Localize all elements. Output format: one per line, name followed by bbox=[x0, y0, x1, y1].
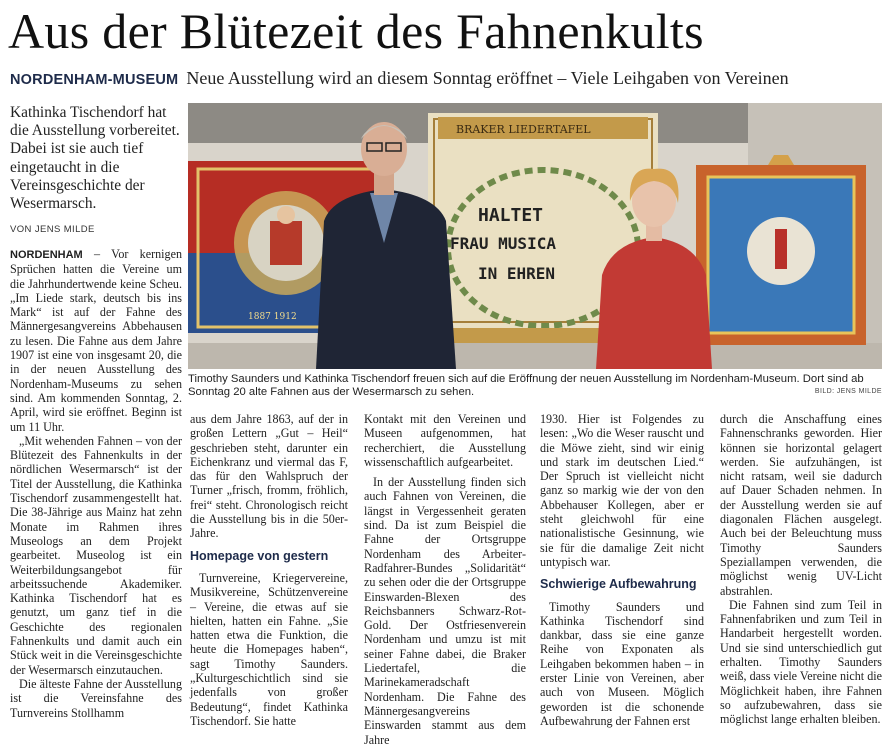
paragraph: aus dem Jahre 1863, auf der in großen Lettern „Gut – Heil“ geschrieben steht, darunter ein Eichenkranz und viermal das F, das für den Wahlspruch der Turner „frisch, fromm, fröhlich, frei“ steht. Chronologisch reicht die Ausstellung bis in die 50er-Jahre. bbox=[190, 412, 348, 541]
paragraph: „Mit wehenden Fahnen – von der Blütezeit des Fahnenkults in der nördlichen Wesermarsch“ ist der Titel der Ausstellung, die Kathinka Tischendorf zusammengestellt hat. Die 38-Jährige aus Mainz hat zehn Monate im Rahmen ihres Museologs an dem Projekt gearbeitet. Museolog ist ein Weiterbildungsangebot für arbeitssuchende Akademiker. Kathinka Tischendorf hat es genutzt, um ganz tief in die Geschichte des regionalen Fahnenkults und damit auch ein Stück weit in die Vereinsgeschichte der Wesermarsch einzutauchen. bbox=[10, 433, 182, 677]
article-column-5 bbox=[720, 412, 882, 727]
subheading-aufbewahrung: Schwierige Aufbewahrung bbox=[540, 577, 697, 592]
paragraph: Timothy Saunders und Kathinka Tischendorf sind dankbar, dass sie eine ganze Reihe von Exponaten als Leihgaben bekommen haben – in erster Linie von Vereinen, aber auch von Museen. Möglich geworden ist die schonende Aufbewahrung der Fahnen erst bbox=[540, 599, 704, 728]
lead-paragraph: Kathinka Tischendorf hat die Ausstellung vorbereitet. Dabei ist sie auch tief eingetaucht in die Vereinsgeschichte der Wesermarsch. bbox=[10, 104, 180, 213]
photo-illustration bbox=[188, 103, 882, 369]
paragraph: Kontakt mit den Vereinen und Museen aufgenommen, hat recherchiert, die Ausstellung wissenschaftlich aufgearbeitet. bbox=[364, 412, 526, 469]
article-column-4 bbox=[540, 412, 704, 728]
paragraph: Turnvereine, Kriegervereine, Musikvereine, Schützenvereine – Vereine, die etwas auf sie hielten, hatten ein Fahne. „Sie hatten etwa die Funktion, die heute die Homepages haben“, sagt Timothy Saunders. „Kulturgeschichtlich sind sie jedenfalls von großer Bedeutung“, findet Kathinka Tischendorf. Sie hatte bbox=[190, 570, 348, 728]
paragraph: In der Ausstellung finden sich auch Fahnen von Vereinen, die längst in Vergessenheit geraten sind. Da ist zum Beispiel die Fahne der Ortsgruppe Nordenham des Arbeiter-Radfahrer-Bundes „Solidarität“ zu sehen oder die der Ortsgruppe Einswarden-Blexen des Reichsbanners Schwarz-Rot-Gold. Der Ostfriesenverein Nordenham und umzu ist mit seiner Fahne dabei, die Braker Liedertafel, die Marinekameradschaft Nordenham. Die Fahne des Männergesangvereins Einswarden stammt aus dem Jahre bbox=[364, 475, 526, 747]
article-column-3 bbox=[364, 412, 526, 747]
subheading-homepage: Homepage von gestern bbox=[190, 548, 329, 563]
kicker-row bbox=[10, 68, 884, 90]
article-column-1 bbox=[10, 247, 182, 720]
headline: Aus der Blütezeit des Fahnenkults bbox=[8, 3, 704, 59]
banner-left-year: 1887 1912 bbox=[248, 312, 297, 322]
paragraph: Die Fahnen sind zum Teil in Fahnenfabriken und zum Teil in Handarbeit hergestellt worden. Und sie sind unterschiedlich gut erhalten. Timothy Saunders weiß, dass viele Vereine nicht die Möglichkeit haben, ihre Fahnen so aufzubewahren, dass sie möglichst lange erhalten bleiben. bbox=[720, 597, 882, 727]
subheadline: Neue Ausstellung wird an diesem Sonntag eröffnet – Viele Leihgaben von Vereinen bbox=[186, 68, 789, 88]
article-photo bbox=[188, 103, 882, 369]
banner-right bbox=[696, 155, 866, 345]
dateline: NORDENHAM bbox=[10, 249, 83, 261]
article-column-2 bbox=[190, 412, 348, 728]
paragraph: durch die Anschaffung eines Fahnenschranks geworden. Hier können sie horizontal gelagert werden. Sie aufzuhängen, ist nicht ratsam, weil sie dadurch auf Dauer Schaden nehmen. In der Ausstellung werden sie auf diagonalen Flächen ausgelegt. Auch bei der Beleuchtung muss Timothy Saunders Speziallampen verwenden, die möglichst wenig UV-Licht abstrahlen. bbox=[720, 412, 882, 598]
paragraph: 1930. Hier ist Folgendes zu lesen: „Wo die Weser rauscht und die Möwe zieht, sind wir einig und stark im deutschen Lied.“ Der Spruch ist vielleicht nicht ganz so markig wie der von den Abbehauser Kollegen, aber er steht gleichwohl für eine nationalistische Gesinnung, wie sie für die damalige Zeit nicht untypisch war. bbox=[540, 412, 704, 569]
photo-credit: BILD: JENS MILDE bbox=[814, 388, 882, 395]
byline: VON JENS MILDE bbox=[10, 224, 95, 235]
banner-center-top: BRAKER LIEDERTAFEL bbox=[456, 123, 591, 136]
paragraph: Die älteste Fahne der Ausstellung ist die Vereinsfahne des Turnvereins Stollhamm bbox=[10, 676, 182, 720]
photo-caption: Timothy Saunders und Kathinka Tischendorf freuen sich auf die Eröffnung der neuen Ausstellung im Nordenham-Museum. Dort sind ab Sonntag 20 alte Fahnen aus der Wesermarsch zu sehen. bbox=[188, 373, 864, 399]
kicker: NORDENHAM-MUSEUM bbox=[10, 72, 179, 88]
banner-center-line2: FRAU MUSICA bbox=[450, 234, 556, 253]
banner-center-line3: IN EHREN bbox=[478, 264, 556, 283]
paragraph: NORDENHAM – Vor kernigen Sprüchen hatten die Vereine um die Jahrhundertwende keine Scheu. „Im Liede stark, deutsch bis ins Mark“ ist auf der Fahne des Männergesangvereins Abbehausen zu lesen. Die Fahne aus dem Jahre 1907 ist eine von insgesamt 20, die in der neuen Ausstellung des Nordenham-Museums zu sehen sind. Am kommenden Sonntag, 2. April, wird sie eröffnet. Beginn ist um 11 Uhr. bbox=[10, 247, 182, 434]
banner-center-line1: HALTET bbox=[478, 205, 544, 226]
